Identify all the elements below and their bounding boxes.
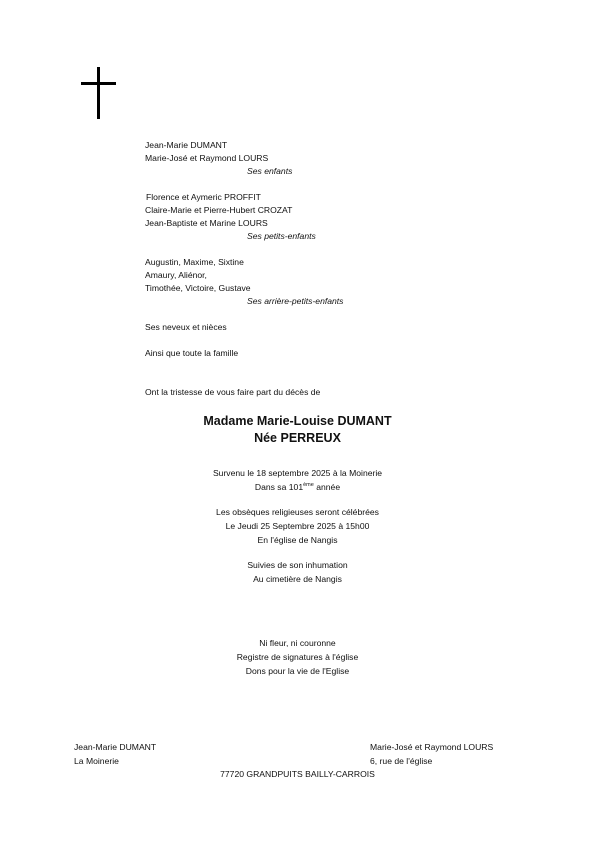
child-2: Marie-José et Raymond LOURS: [145, 153, 269, 163]
left-address-place: La Moinerie: [74, 756, 119, 766]
burial-line-1: Suivies de son inhumation: [247, 560, 348, 570]
funeral-line-1: Les obsèques religieuses seront célébrées: [216, 507, 379, 517]
announcement-text: Ont la tristesse de vous faire part du décès de: [145, 387, 321, 397]
right-address-name: Marie-José et Raymond LOURS: [370, 742, 494, 752]
age-text: Dans sa 101ème année: [254, 482, 341, 492]
wish-line-2: Registre de signatures à l'église: [236, 652, 359, 662]
deceased-name: Madame Marie-Louise DUMANT: [203, 414, 392, 428]
great-grandchild-3: Timothée, Victoire, Gustave: [145, 283, 251, 293]
child-1: Jean-Marie DUMANT: [145, 140, 228, 150]
great-grandchild-1: Augustin, Maxime, Sixtine: [145, 257, 244, 267]
funeral-line-3: En l'église de Nangis: [257, 535, 338, 545]
grandchildren-label: Ses petits-enfants: [247, 231, 316, 241]
children-label: Ses enfants: [247, 166, 293, 176]
death-text: Survenu le 18 septembre 2025 à la Moinerie: [212, 468, 383, 478]
grandchild-2: Claire-Marie et Pierre-Hubert CROZAT: [145, 205, 293, 215]
great-grandchild-2: Amaury, Aliénor,: [145, 270, 207, 280]
wish-line-1: Ni fleur, ni couronne: [259, 638, 336, 648]
family-text: Ainsi que toute la famille: [145, 348, 239, 358]
great-grandchildren-label: Ses arrière-petits-enfants: [247, 296, 344, 306]
deceased-born: Née PERREUX: [254, 431, 341, 445]
nephews-text: Ses neveux et nièces: [145, 322, 227, 332]
wish-line-3: Dons pour la vie de l'Eglise: [245, 666, 350, 676]
funeral-line-2: Le Jeudi 25 Septembre 2025 à 15h00: [225, 521, 370, 531]
left-address-name: Jean-Marie DUMANT: [74, 742, 157, 752]
grandchild-1: Florence et Aymeric PROFFIT: [146, 192, 261, 202]
grandchild-3: Jean-Baptiste et Marine LOURS: [145, 218, 268, 228]
burial-line-2: Au cimetière de Nangis: [253, 574, 342, 584]
postal-address: 77720 GRANDPUITS BAILLY-CARROIS: [220, 769, 375, 779]
right-address-street: 6, rue de l'église: [370, 756, 433, 766]
